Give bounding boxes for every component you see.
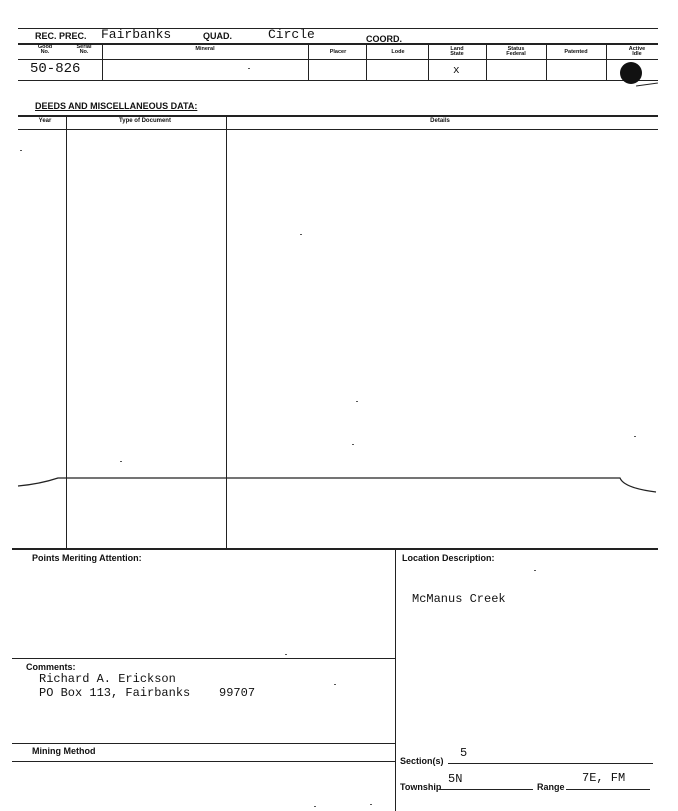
scan-speck: [314, 806, 316, 807]
scan-speck: [248, 68, 250, 69]
location-value: McManus Creek: [412, 592, 506, 606]
col-divider: [486, 44, 487, 80]
quad-label: QUAD.: [203, 31, 232, 41]
section-value: 5: [460, 746, 468, 760]
scan-speck: [120, 461, 122, 462]
lower-col-divider: [395, 549, 396, 811]
col-divider: [606, 44, 607, 80]
mining-method-label: Mining Method: [32, 746, 96, 756]
mining-rule: [12, 743, 395, 744]
coord-label: COORD.: [366, 34, 402, 44]
col-year: Year: [38, 118, 52, 124]
comments-line-2: PO Box 113, Fairbanks 99707: [39, 686, 256, 700]
col-serial-no: Serial No.: [76, 44, 92, 55]
range-label: Range: [537, 782, 565, 792]
col-mineral: Mineral: [195, 46, 215, 52]
deeds-header-rule: [18, 129, 658, 130]
col-divider: [546, 44, 547, 80]
col-type-of-document: Type of Document: [119, 118, 171, 124]
col-land-state: Land State: [450, 46, 464, 57]
scan-speck: [300, 234, 302, 235]
mining-bottom-rule: [12, 761, 395, 762]
location-label: Location Description:: [402, 553, 495, 563]
header-top-rule: [18, 28, 658, 29]
col-details: Details: [430, 118, 450, 124]
deeds-title: DEEDS AND MISCELLANEOUS DATA:: [35, 101, 198, 111]
col-status-federal: Status Federal: [506, 46, 526, 57]
col-divider: [428, 44, 429, 80]
points-label: Points Meriting Attention:: [32, 553, 142, 563]
scan-speck: [334, 684, 336, 685]
col-divider: [308, 44, 309, 80]
section-underline: [448, 763, 653, 764]
range-underline: [566, 789, 650, 790]
fold-line: [0, 470, 678, 500]
deeds-bottom-rule: [12, 548, 658, 550]
active-marker-dot: [620, 62, 642, 84]
scan-speck: [20, 150, 22, 151]
claim-table-header-rule: [18, 59, 658, 60]
scan-speck: [356, 401, 358, 402]
scan-speck: [352, 444, 354, 445]
deeds-top-rule: [18, 115, 658, 117]
scan-speck: [370, 804, 372, 805]
col-divider: [102, 44, 103, 80]
rec-prec-label: REC. PREC.: [35, 31, 87, 41]
claim-table-bottom-rule: [18, 80, 658, 81]
col-active-idle: Active Idle: [628, 46, 646, 57]
header-rule: [18, 43, 658, 45]
col-lode: Lode: [391, 49, 405, 55]
scan-speck: [634, 436, 636, 437]
good-no-value: 50-826: [30, 61, 81, 77]
rec-prec-value: Fairbanks: [101, 27, 172, 42]
township-underline: [440, 789, 533, 790]
scan-speck: [534, 570, 536, 571]
land-state-value: x: [453, 65, 460, 77]
col-patented: Patented: [564, 49, 588, 55]
township-value: 5N: [448, 772, 463, 786]
col-divider: [366, 44, 367, 80]
section-label: Section(s): [400, 756, 444, 766]
township-label: Township: [400, 782, 442, 792]
col-good-no: Good No.: [37, 44, 53, 55]
quad-value: Circle: [268, 27, 315, 42]
comments-label: Comments:: [26, 662, 76, 672]
range-value: 7E, FM: [582, 771, 626, 785]
col-placer: Placer: [329, 49, 347, 55]
comments-line-1: Richard A. Erickson: [39, 672, 176, 686]
pen-stroke: [636, 82, 658, 86]
comments-rule: [12, 658, 395, 659]
scan-speck: [285, 654, 287, 655]
